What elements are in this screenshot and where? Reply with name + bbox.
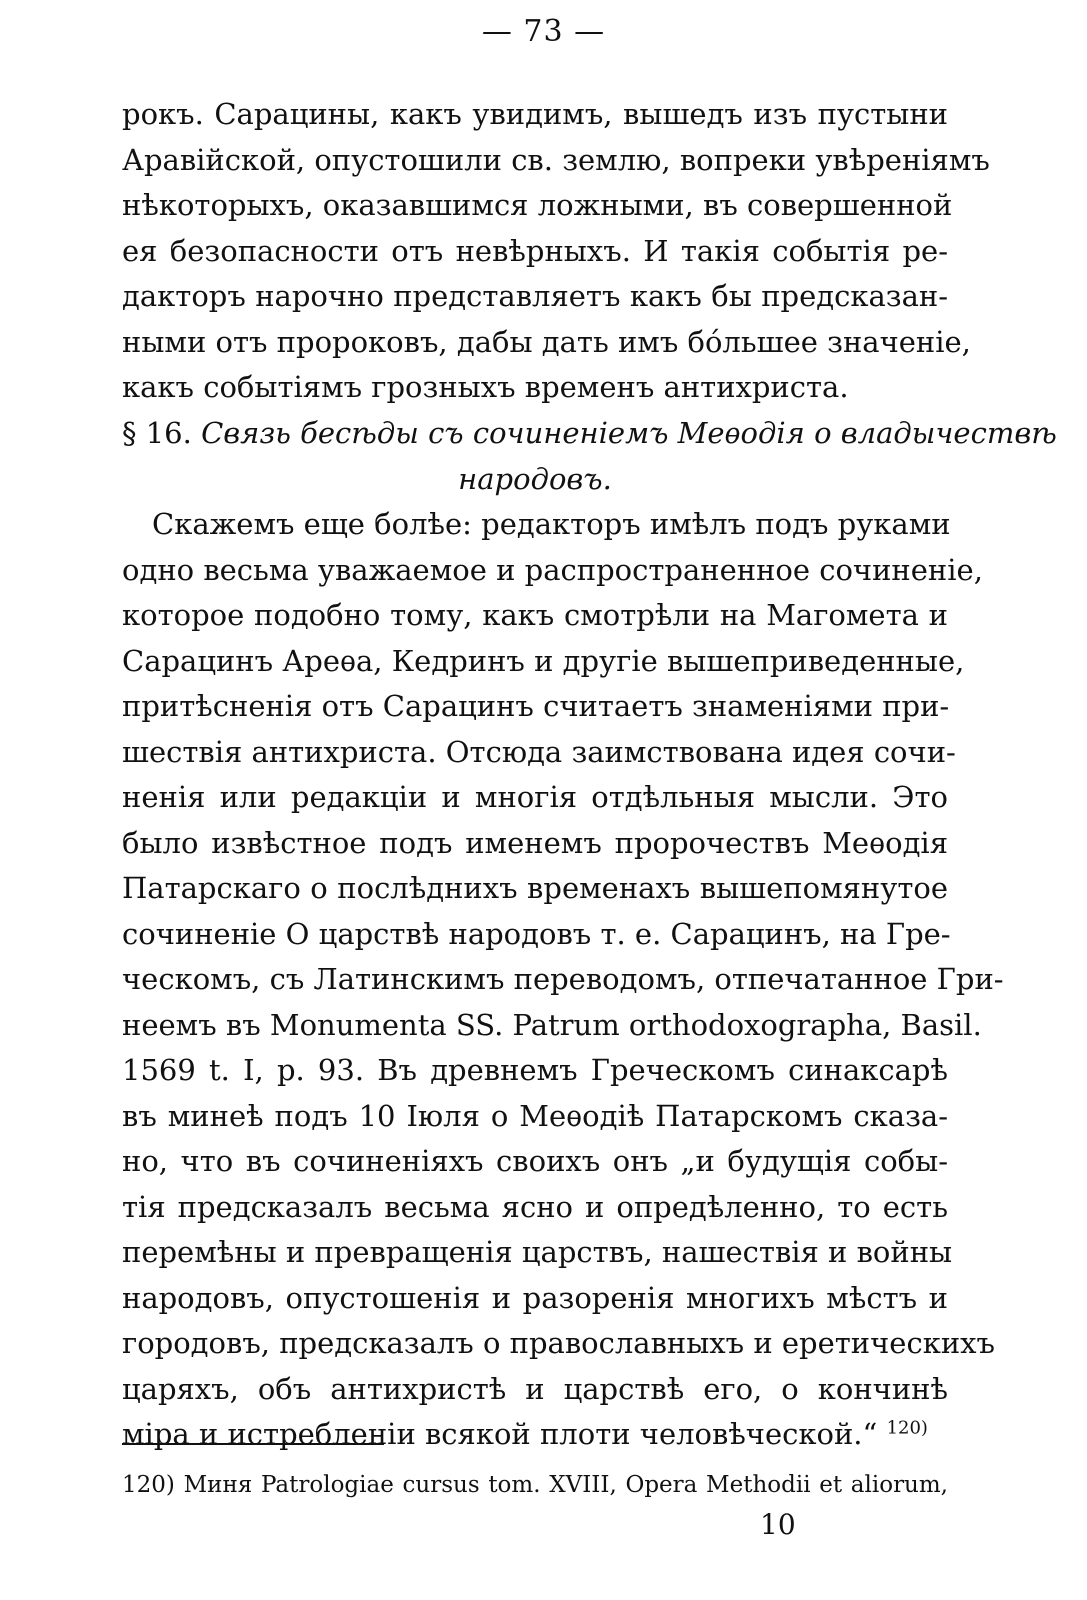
- signature-mark: 10: [760, 1508, 796, 1541]
- text-line: Патарскаго о послѣднихъ временахъ вышепомянутое: [122, 871, 948, 905]
- text-line: какъ событіямъ грозныхъ временъ антихриста.: [122, 370, 849, 404]
- heading-line-1: [122, 410, 1057, 456]
- text-line: одно весьма уважаемое и распространенное сочиненіе,: [122, 552, 983, 587]
- text-line: Сарацинъ Ареѳа, Кедринъ и другіе вышеприведенные,: [122, 643, 965, 678]
- last-line-text: міра и истребленіи всякой плоти человѣческой.“: [122, 1417, 878, 1451]
- text-line: но, что въ сочиненіяхъ своихъ онъ „и будущія собы-: [122, 1144, 948, 1178]
- heading-line-2: народовъ.: [458, 462, 612, 496]
- text-line: которое подобно тому, какъ смотрѣли на Магомета и: [122, 598, 948, 632]
- text-line: было извѣстное подъ именемъ пророчествъ Меѳодія: [122, 825, 948, 860]
- paragraph-1: [122, 92, 990, 411]
- footnote-text: 120) Миня Patrologiae cursus tom. XVIII, Opera Methodii et aliorum,: [122, 1472, 948, 1498]
- section-title: Связь бесѣды съ сочиненіемъ Меѳодія о владычествѣ: [201, 416, 1057, 450]
- text-line: дакторъ нарочно представляетъ какъ бы предсказан-: [122, 279, 948, 313]
- text-line: ческомъ, съ Латинскимъ переводомъ, отпечатанное Гри-: [122, 962, 1004, 996]
- text-line: перемѣны и превращенія царствъ, нашествія и войны: [122, 1235, 953, 1269]
- text-line: ными отъ пророковъ, дабы дать имъ бо́льшее значеніе,: [122, 324, 971, 359]
- text-line: народовъ, опустошенія и разоренія многихъ мѣстъ и: [122, 1280, 948, 1315]
- text-line: Аравійской, опустошили св. землю, вопреки увѣреніямъ: [122, 142, 990, 177]
- text-line: нѣкоторыхъ, оказавшимся ложными, въ совершенной: [122, 188, 953, 222]
- text-line: тія предсказалъ весьма ясно и опредѣленно, то есть: [122, 1189, 948, 1224]
- footnote-divider: [122, 1443, 384, 1445]
- text-line: въ минеѣ подъ 10 Іюля о Меѳодіѣ Патарскомъ сказа-: [122, 1098, 948, 1133]
- text-line: рокъ. Сарацины, какъ увидимъ, вышедъ изъ пустыни: [122, 97, 948, 131]
- section-number: § 16.: [122, 416, 192, 450]
- footnote-reference: 120): [886, 1417, 928, 1439]
- page-number: — 73 —: [481, 14, 606, 49]
- text-line: Скажемъ еще болѣе: редакторъ имѣлъ подъ руками: [152, 507, 951, 541]
- text-line: притѣсненія отъ Сарацинъ считаетъ знаменіями при-: [122, 689, 950, 723]
- text-line: ненія или редакціи и многія отдѣльныя мысли. Это: [122, 780, 948, 814]
- text-line: городовъ, предсказалъ о православныхъ и еретическихъ: [122, 1326, 995, 1360]
- text-line: неемъ въ Monumenta SS. Patrum orthodoxographa, Basil.: [122, 1007, 982, 1042]
- text-line: сочиненіе О царствѣ народовъ т. е. Сарацинъ, на Гре-: [122, 916, 951, 951]
- paragraph-2: [122, 502, 1004, 1458]
- text-line: ея безопасности отъ невѣрныхъ. И такія событія ре-: [122, 233, 948, 268]
- text-line: 1569 t. I, p. 93. Въ древнемъ Греческомъ синаксарѣ: [122, 1053, 948, 1087]
- text-line: царяхъ, объ антихристѣ и царствѣ его, о кончинѣ: [122, 1371, 948, 1406]
- section-heading: [122, 410, 1057, 502]
- text-line: [122, 1412, 948, 1458]
- text-line: шествія антихриста. Отсюда заимствована идея сочи-: [122, 734, 956, 769]
